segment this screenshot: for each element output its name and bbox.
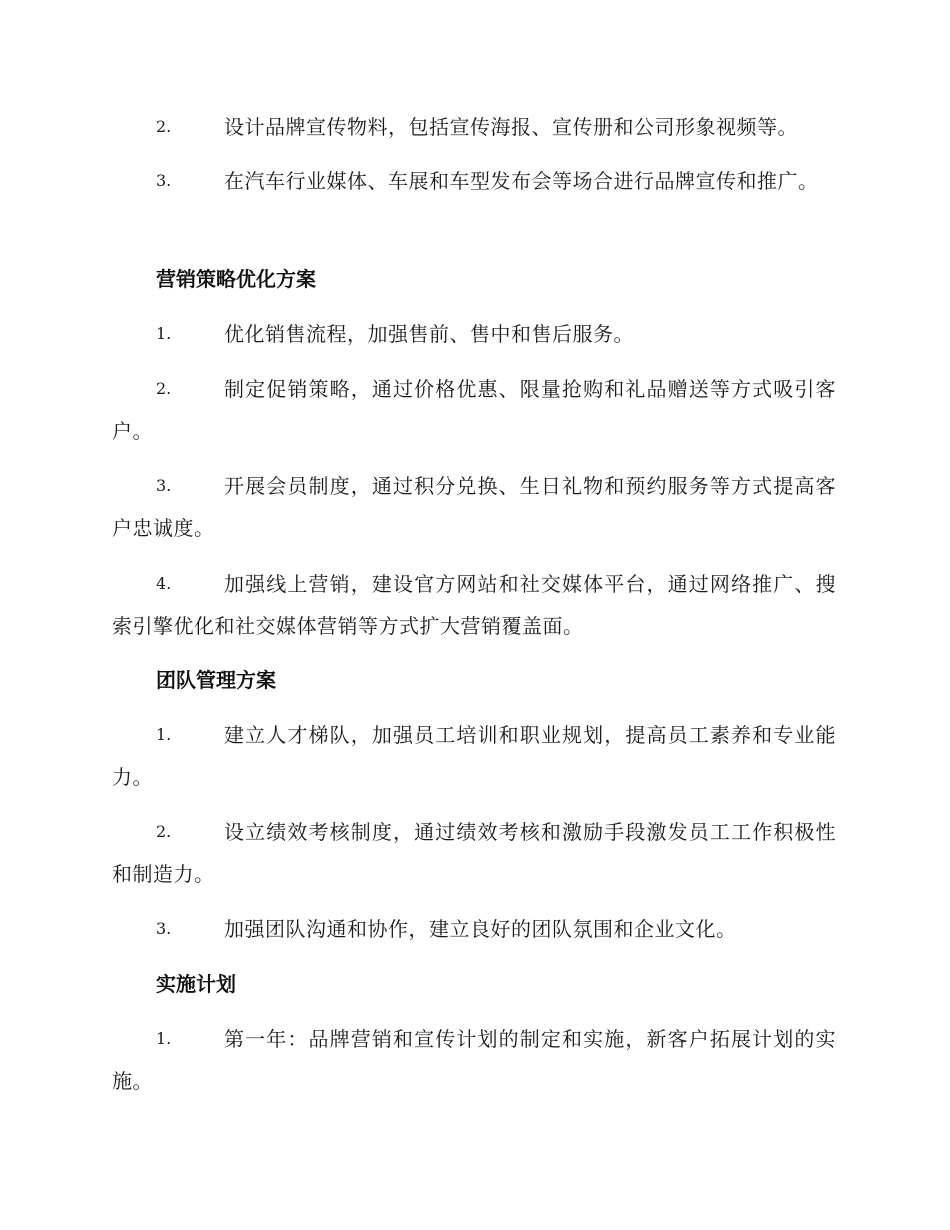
list-item — [112, 1018, 836, 1102]
list-item-number: 1. — [156, 1029, 172, 1048]
list-item-text: 设计品牌宣传物料，包括宣传海报、宣传册和公司形象视频等。 — [224, 115, 798, 139]
list-item-number: 4. — [156, 574, 172, 593]
list-item-number: 1. — [156, 725, 172, 744]
section-heading: 团队管理方案 — [156, 668, 276, 692]
list-item — [112, 160, 836, 202]
list-item — [112, 714, 836, 798]
list-item — [112, 563, 836, 647]
list-item-text: 第一年：品牌营销和宣传计划的制定和实施，新客户拓展计划的实施。 — [112, 1027, 836, 1093]
list-item-number: 1. — [156, 324, 172, 343]
list-item — [112, 106, 836, 148]
list-item-number: 3. — [156, 476, 172, 495]
list-item-text: 开展会员制度，通过积分兑换、生日礼物和预约服务等方式提高客户忠诚度。 — [112, 474, 836, 540]
list-item-text: 在汽车行业媒体、车展和车型发布会等场合进行品牌宣传和推广。 — [224, 169, 819, 193]
list-item-text: 设立绩效考核制度，通过绩效考核和激励手段激发员工工作积极性和制造力。 — [112, 820, 836, 886]
list-item-number: 2. — [156, 379, 172, 398]
list-item — [112, 465, 836, 549]
list-item-text: 加强线上营销，建设官方网站和社交媒体平台，通过网络推广、搜索引擎优化和社交媒体营销等方式扩大营销覆盖面。 — [112, 572, 836, 638]
list-item — [112, 811, 836, 895]
list-item-number: 2. — [156, 117, 172, 136]
list-item — [112, 313, 836, 355]
list-item — [112, 908, 836, 950]
list-item-text: 制定促销策略，通过价格优惠、限量抢购和礼品赠送等方式吸引客户。 — [112, 377, 836, 443]
list-item — [112, 368, 836, 452]
list-item-number: 3. — [156, 171, 172, 190]
list-item-number: 3. — [156, 919, 172, 938]
list-item-number: 2. — [156, 822, 172, 841]
section-heading: 营销策略优化方案 — [156, 267, 316, 291]
list-item-text: 加强团队沟通和协作，建立良好的团队氛围和企业文化。 — [224, 917, 737, 941]
list-item-text: 建立人才梯队，加强员工培训和职业规划，提高员工素养和专业能力。 — [112, 723, 836, 789]
section-heading: 实施计划 — [156, 972, 236, 996]
list-item-text: 优化销售流程，加强售前、售中和售后服务。 — [224, 322, 634, 346]
